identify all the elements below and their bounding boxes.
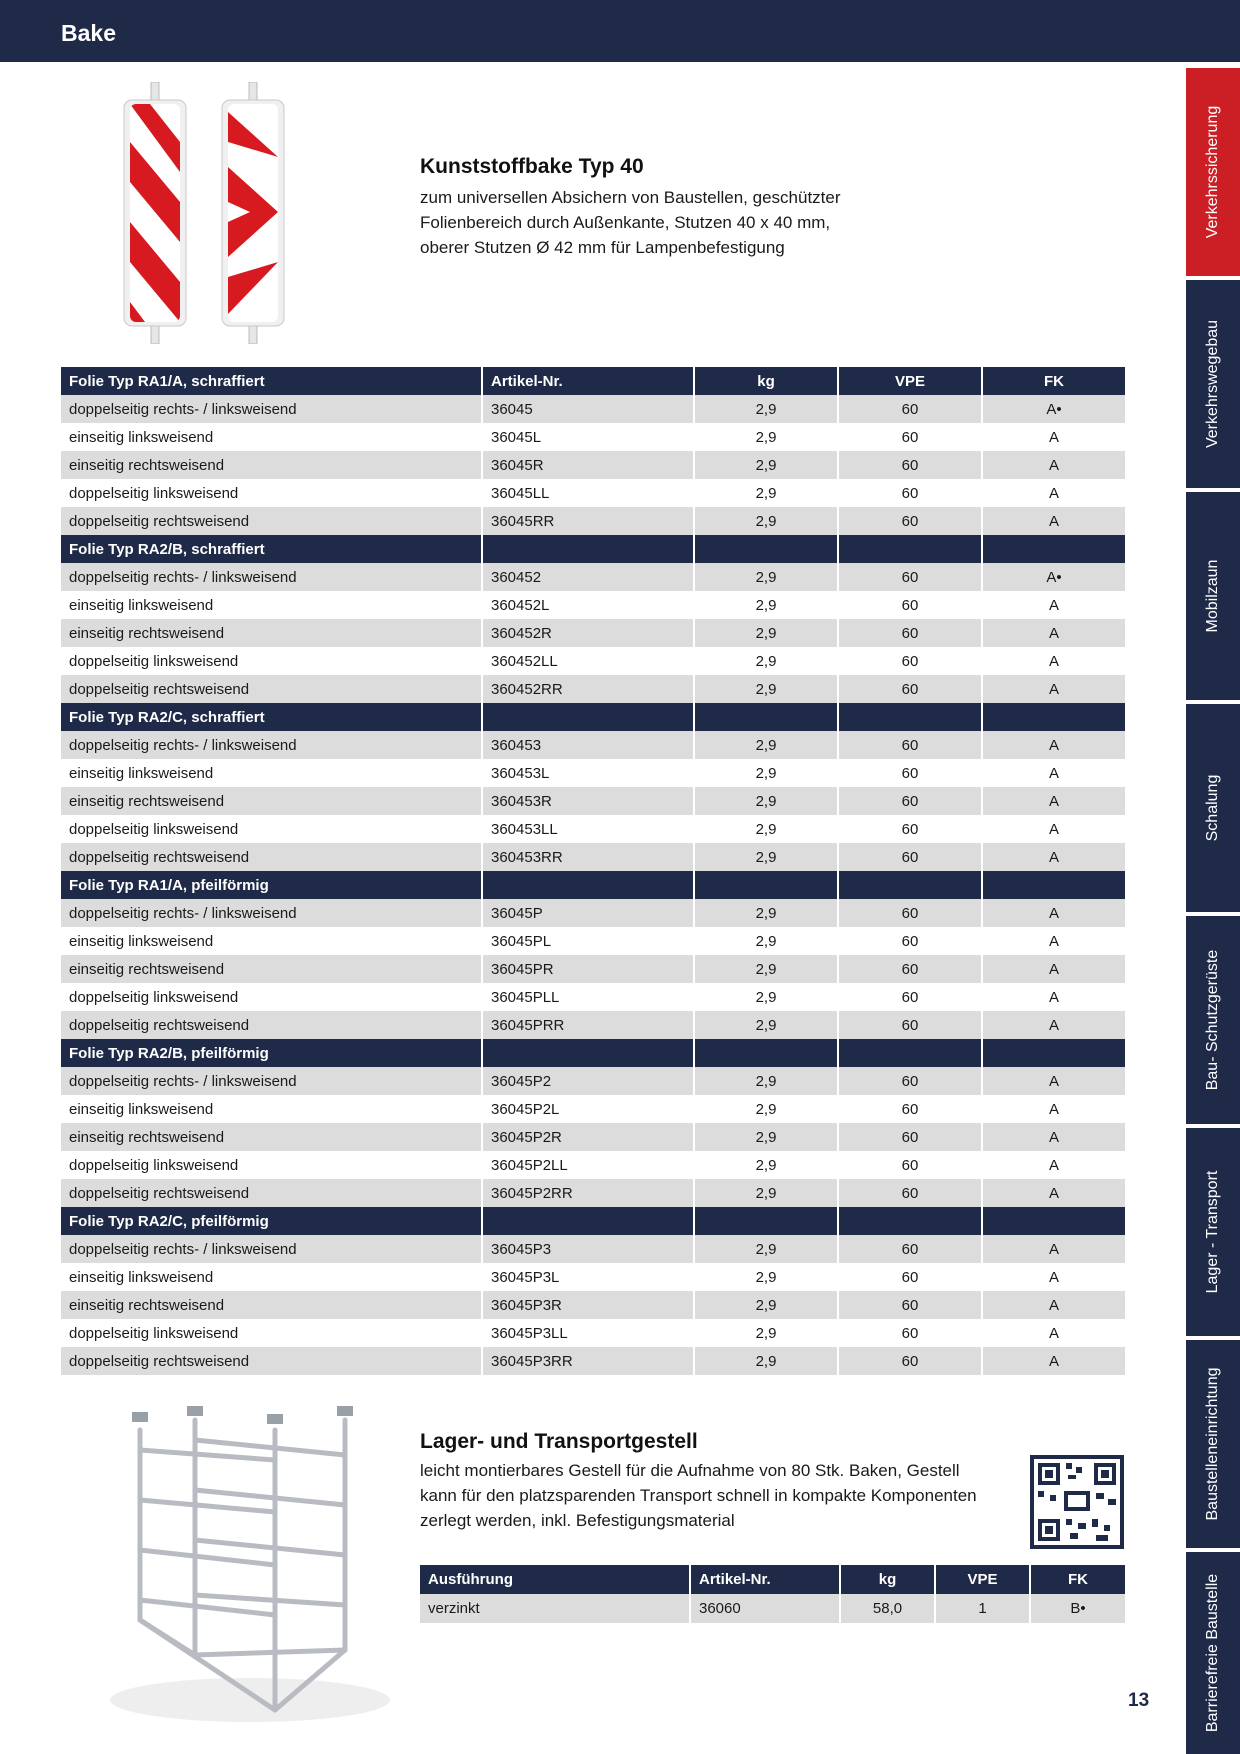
table-cell: 36060 (690, 1594, 840, 1623)
table-cell: 60 (838, 1235, 982, 1263)
table-cell: 2,9 (694, 675, 838, 703)
gestell-article-table (420, 1565, 1125, 1623)
table-cell: 36045LL (482, 479, 694, 507)
table-cell: B• (1030, 1594, 1125, 1623)
table-cell: 2,9 (694, 731, 838, 759)
description-line: zerlegt werden, inkl. Befestigungsmaterial (420, 1511, 735, 1530)
empty-header-cell (982, 1207, 1125, 1235)
table-cell: 36045L (482, 423, 694, 451)
table-cell: 36045P3 (482, 1235, 694, 1263)
table-cell: 60 (838, 619, 982, 647)
table-cell: doppelseitig rechtsweisend (61, 1179, 482, 1207)
table-cell: A (982, 423, 1125, 451)
product-description (420, 1458, 1020, 1533)
tab-label: Schalung (1204, 774, 1221, 842)
table-header-row (420, 1565, 1125, 1594)
table-cell: doppelseitig rechtsweisend (61, 843, 482, 871)
table-cell: 60 (838, 1319, 982, 1347)
tab-label: Verkehrswegebau (1204, 319, 1221, 449)
table-cell: 60 (838, 899, 982, 927)
tab-verkehrswegebau[interactable] (1186, 280, 1240, 488)
table-cell: 2,9 (694, 507, 838, 535)
tab-verkehrssicherung[interactable] (1186, 68, 1240, 276)
table-group-header-row (61, 871, 1125, 899)
table-cell: doppelseitig linksweisend (61, 1319, 482, 1347)
table-cell: doppelseitig linksweisend (61, 647, 482, 675)
column-header: VPE (838, 367, 982, 395)
table-cell: doppelseitig rechtsweisend (61, 1011, 482, 1039)
table-cell: einseitig linksweisend (61, 591, 482, 619)
table-cell: einseitig linksweisend (61, 927, 482, 955)
table-cell: A• (982, 563, 1125, 591)
empty-header-cell (982, 871, 1125, 899)
page-title: Bake (61, 20, 116, 46)
table-cell: A• (982, 395, 1125, 423)
table-row (61, 955, 1125, 983)
table-cell: 36045PL (482, 927, 694, 955)
table-row (61, 1095, 1125, 1123)
table-group-header-row (61, 1207, 1125, 1235)
table-cell: A (982, 675, 1125, 703)
table-row (61, 647, 1125, 675)
table-cell: 36045P2L (482, 1095, 694, 1123)
table-cell: 58,0 (840, 1594, 935, 1623)
table-cell: 60 (838, 759, 982, 787)
table-cell: 60 (838, 395, 982, 423)
table-cell: doppelseitig rechts- / linksweisend (61, 563, 482, 591)
empty-header-cell (694, 703, 838, 731)
table-cell: 2,9 (694, 395, 838, 423)
transport-rack-image (100, 1400, 400, 1730)
table-row (61, 479, 1125, 507)
table-row (61, 759, 1125, 787)
table-row (61, 843, 1125, 871)
table-cell: 36045P2 (482, 1067, 694, 1095)
column-header: Ausführung (420, 1565, 690, 1594)
group-title: Folie Typ RA2/B, pfeilförmig (61, 1039, 482, 1067)
group-title: Folie Typ RA2/C, schraffiert (61, 703, 482, 731)
tab-label: Mobilzaun (1204, 559, 1221, 633)
table-row (61, 1123, 1125, 1151)
table-cell: doppelseitig rechtsweisend (61, 675, 482, 703)
table-cell: 2,9 (694, 1011, 838, 1039)
table-cell: doppelseitig rechtsweisend (61, 507, 482, 535)
bake-article-table (61, 367, 1125, 1375)
table-row (61, 1235, 1125, 1263)
table-cell: doppelseitig rechts- / linksweisend (61, 1235, 482, 1263)
empty-header-cell (694, 535, 838, 563)
table-group-header-row (61, 1039, 1125, 1067)
table-cell: A (982, 619, 1125, 647)
table-cell: 36045P2R (482, 1123, 694, 1151)
column-header: kg (694, 367, 838, 395)
empty-header-cell (482, 535, 694, 563)
table-cell: 36045P3RR (482, 1347, 694, 1375)
table-cell: 60 (838, 451, 982, 479)
empty-header-cell (482, 703, 694, 731)
table-cell: 60 (838, 1067, 982, 1095)
table-cell: A (982, 1347, 1125, 1375)
table-cell: 60 (838, 843, 982, 871)
description-line: zum universellen Absichern von Baustellen, geschützter (420, 188, 841, 207)
table-cell: doppelseitig rechtsweisend (61, 1347, 482, 1375)
qr-code-icon[interactable] (1030, 1455, 1124, 1549)
empty-header-cell (838, 535, 982, 563)
table-cell: 60 (838, 1123, 982, 1151)
empty-header-cell (982, 1039, 1125, 1067)
column-header: Artikel-Nr. (482, 367, 694, 395)
table-cell: 36045P3LL (482, 1319, 694, 1347)
group-title: Folie Typ RA2/C, pfeilförmig (61, 1207, 482, 1235)
table-cell: einseitig rechtsweisend (61, 451, 482, 479)
table-cell: 2,9 (694, 563, 838, 591)
description-line: leicht montierbares Gestell für die Aufnahme von 80 Stk. Baken, Gestell (420, 1461, 960, 1480)
table-row (61, 619, 1125, 647)
table-cell: einseitig rechtsweisend (61, 1291, 482, 1319)
column-header: FK (982, 367, 1125, 395)
table-cell: doppelseitig linksweisend (61, 1151, 482, 1179)
table-cell: 60 (838, 955, 982, 983)
table-cell: A (982, 983, 1125, 1011)
table-cell: einseitig rechtsweisend (61, 955, 482, 983)
table-cell: einseitig linksweisend (61, 1095, 482, 1123)
description-line: oberer Stutzen Ø 42 mm für Lampenbefestigung (420, 238, 785, 257)
table-cell: doppelseitig rechts- / linksweisend (61, 731, 482, 759)
tab-label: Barrierefreie Baustelle (1204, 1573, 1221, 1733)
table-cell: 2,9 (694, 759, 838, 787)
table-cell: 360452L (482, 591, 694, 619)
page-header (0, 0, 1240, 62)
table-cell: 36045P (482, 899, 694, 927)
product-title: Lager- und Transportgestell (420, 1430, 698, 1453)
table-cell: 60 (838, 815, 982, 843)
table-cell: A (982, 1123, 1125, 1151)
table-cell: 2,9 (694, 927, 838, 955)
tab-label: Baustelleneinrichtung (1204, 1367, 1221, 1521)
tab-lager-transport[interactable] (1186, 1128, 1240, 1336)
section-tabs (1186, 68, 1240, 1754)
table-cell: doppelseitig rechts- / linksweisend (61, 899, 482, 927)
table-cell: 60 (838, 731, 982, 759)
table-cell: 360452RR (482, 675, 694, 703)
table-cell: einseitig linksweisend (61, 759, 482, 787)
table-row (61, 423, 1125, 451)
table-row (61, 1347, 1125, 1375)
table-cell: A (982, 451, 1125, 479)
table-cell: 360453 (482, 731, 694, 759)
table-cell: 60 (838, 927, 982, 955)
table-cell: A (982, 899, 1125, 927)
table-row (61, 1291, 1125, 1319)
column-header: VPE (935, 1565, 1030, 1594)
table-cell: 60 (838, 647, 982, 675)
empty-header-cell (694, 1207, 838, 1235)
empty-header-cell (838, 703, 982, 731)
table-cell: 60 (838, 423, 982, 451)
tab-label: Verkehrssicherung (1204, 105, 1221, 239)
table-cell: 36045R (482, 451, 694, 479)
table-row (61, 451, 1125, 479)
table-row (61, 983, 1125, 1011)
table-cell: 60 (838, 675, 982, 703)
table-cell: 2,9 (694, 1179, 838, 1207)
tab-schalung[interactable] (1186, 704, 1240, 912)
table-row (61, 1011, 1125, 1039)
table-cell: einseitig linksweisend (61, 423, 482, 451)
table-cell: A (982, 759, 1125, 787)
table-cell: 2,9 (694, 955, 838, 983)
table-cell: 360453L (482, 759, 694, 787)
group-title: Folie Typ RA2/B, schraffiert (61, 535, 482, 563)
table-cell: 360452R (482, 619, 694, 647)
table-cell: 2,9 (694, 619, 838, 647)
table-row (61, 1263, 1125, 1291)
table-cell: A (982, 815, 1125, 843)
table-cell: 60 (838, 507, 982, 535)
table-cell: einseitig rechtsweisend (61, 619, 482, 647)
table-cell: 360453R (482, 787, 694, 815)
table-cell: 360453RR (482, 843, 694, 871)
table-cell: 36045P3R (482, 1291, 694, 1319)
table-cell: 2,9 (694, 815, 838, 843)
table-row (61, 1319, 1125, 1347)
table-cell: 2,9 (694, 843, 838, 871)
page-number: 13 (1128, 1690, 1150, 1711)
table-cell: 36045PLL (482, 983, 694, 1011)
table-group-header-row (61, 367, 1125, 395)
table-cell: A (982, 1235, 1125, 1263)
table-cell: 36045PRR (482, 1011, 694, 1039)
empty-header-cell (838, 871, 982, 899)
table-row (61, 787, 1125, 815)
empty-header-cell (982, 535, 1125, 563)
table-cell: A (982, 1011, 1125, 1039)
table-cell: A (982, 787, 1125, 815)
empty-header-cell (982, 703, 1125, 731)
table-cell: 2,9 (694, 787, 838, 815)
table-row (61, 1179, 1125, 1207)
table-cell: 60 (838, 1179, 982, 1207)
table-cell: 60 (838, 479, 982, 507)
table-row (61, 815, 1125, 843)
table-cell: einseitig rechtsweisend (61, 787, 482, 815)
tab-barrierefreie-baustelle[interactable] (1186, 1552, 1240, 1754)
group-title: Folie Typ RA1/A, schraffiert (61, 367, 482, 395)
table-row (61, 563, 1125, 591)
table-cell: 2,9 (694, 1319, 838, 1347)
table-cell: A (982, 479, 1125, 507)
empty-header-cell (838, 1207, 982, 1235)
column-header: FK (1030, 1565, 1125, 1594)
empty-header-cell (482, 1039, 694, 1067)
product-kunststoffbake (420, 155, 880, 260)
table-cell: A (982, 1263, 1125, 1291)
table-row (61, 507, 1125, 535)
bake-product-image (120, 82, 300, 344)
table-cell: 360452LL (482, 647, 694, 675)
table-cell: 2,9 (694, 1151, 838, 1179)
table-cell: 360452 (482, 563, 694, 591)
empty-header-cell (694, 1039, 838, 1067)
empty-header-cell (482, 871, 694, 899)
tab-label: Bau- Schutzgerüste (1204, 949, 1221, 1091)
table-group-header-row (61, 703, 1125, 731)
table-cell: 60 (838, 1151, 982, 1179)
table-cell: 36045PR (482, 955, 694, 983)
table-cell: A (982, 1179, 1125, 1207)
table-cell: verzinkt (420, 1594, 690, 1623)
table-cell: doppelseitig linksweisend (61, 983, 482, 1011)
table-cell: A (982, 843, 1125, 871)
table-cell: 36045P2LL (482, 1151, 694, 1179)
table-cell: 60 (838, 1291, 982, 1319)
table-cell: A (982, 955, 1125, 983)
table-cell: A (982, 1151, 1125, 1179)
table-row (61, 1067, 1125, 1095)
table-cell: A (982, 1067, 1125, 1095)
table-row (61, 395, 1125, 423)
table-cell: einseitig rechtsweisend (61, 1123, 482, 1151)
table-cell: 2,9 (694, 451, 838, 479)
tab-mobilzaun[interactable] (1186, 492, 1240, 700)
table-cell: 60 (838, 1347, 982, 1375)
table-cell: 2,9 (694, 1235, 838, 1263)
table-cell: 2,9 (694, 479, 838, 507)
table-cell: doppelseitig linksweisend (61, 479, 482, 507)
table-cell: einseitig linksweisend (61, 1263, 482, 1291)
product-description (420, 185, 880, 260)
table-row (61, 591, 1125, 619)
table-cell: 360453LL (482, 815, 694, 843)
table-row (61, 731, 1125, 759)
table-cell: 60 (838, 591, 982, 619)
table-cell: 2,9 (694, 1067, 838, 1095)
table-cell: 2,9 (694, 1123, 838, 1151)
table-row (61, 675, 1125, 703)
table-cell: 2,9 (694, 423, 838, 451)
tab-label: Lager - Transport (1204, 1170, 1221, 1294)
table-cell: 2,9 (694, 1095, 838, 1123)
table-cell: 2,9 (694, 1263, 838, 1291)
table-cell: 2,9 (694, 1291, 838, 1319)
table-cell: doppelseitig linksweisend (61, 815, 482, 843)
table-row (61, 927, 1125, 955)
table-row (61, 1151, 1125, 1179)
table-cell: A (982, 647, 1125, 675)
group-title: Folie Typ RA1/A, pfeilförmig (61, 871, 482, 899)
table-cell: 60 (838, 563, 982, 591)
table-cell: 2,9 (694, 983, 838, 1011)
table-row (61, 899, 1125, 927)
table-cell: A (982, 1319, 1125, 1347)
table-cell: doppelseitig rechts- / linksweisend (61, 395, 482, 423)
table-cell: 2,9 (694, 591, 838, 619)
table-cell: 36045 (482, 395, 694, 423)
empty-header-cell (482, 1207, 694, 1235)
table-cell: A (982, 1095, 1125, 1123)
table-cell: 36045RR (482, 507, 694, 535)
table-cell: A (982, 927, 1125, 955)
table-cell: 60 (838, 787, 982, 815)
table-cell: 60 (838, 1095, 982, 1123)
table-cell: 60 (838, 1263, 982, 1291)
table-cell: 60 (838, 983, 982, 1011)
tab-bau-schutzgerueste[interactable] (1186, 916, 1240, 1124)
tab-baustelleneinrichtung[interactable] (1186, 1340, 1240, 1548)
description-line: kann für den platzsparenden Transport schnell in kompakte Komponenten (420, 1486, 977, 1505)
table-cell: doppelseitig rechts- / linksweisend (61, 1067, 482, 1095)
empty-header-cell (694, 871, 838, 899)
table-row (420, 1594, 1125, 1623)
table-cell: A (982, 507, 1125, 535)
empty-header-cell (838, 1039, 982, 1067)
table-cell: 2,9 (694, 1347, 838, 1375)
table-cell: 36045P2RR (482, 1179, 694, 1207)
product-title: Kunststoffbake Typ 40 (420, 155, 644, 178)
column-header: Artikel-Nr. (690, 1565, 840, 1594)
table-cell: 1 (935, 1594, 1030, 1623)
product-transportgestell (420, 1430, 1020, 1533)
column-header: kg (840, 1565, 935, 1594)
table-cell: A (982, 1291, 1125, 1319)
table-cell: 60 (838, 1011, 982, 1039)
table-cell: A (982, 591, 1125, 619)
table-cell: 2,9 (694, 899, 838, 927)
table-cell: 36045P3L (482, 1263, 694, 1291)
table-cell: 2,9 (694, 647, 838, 675)
description-line: Folienbereich durch Außenkante, Stutzen 40 x 40 mm, (420, 213, 831, 232)
table-group-header-row (61, 535, 1125, 563)
table-cell: A (982, 731, 1125, 759)
